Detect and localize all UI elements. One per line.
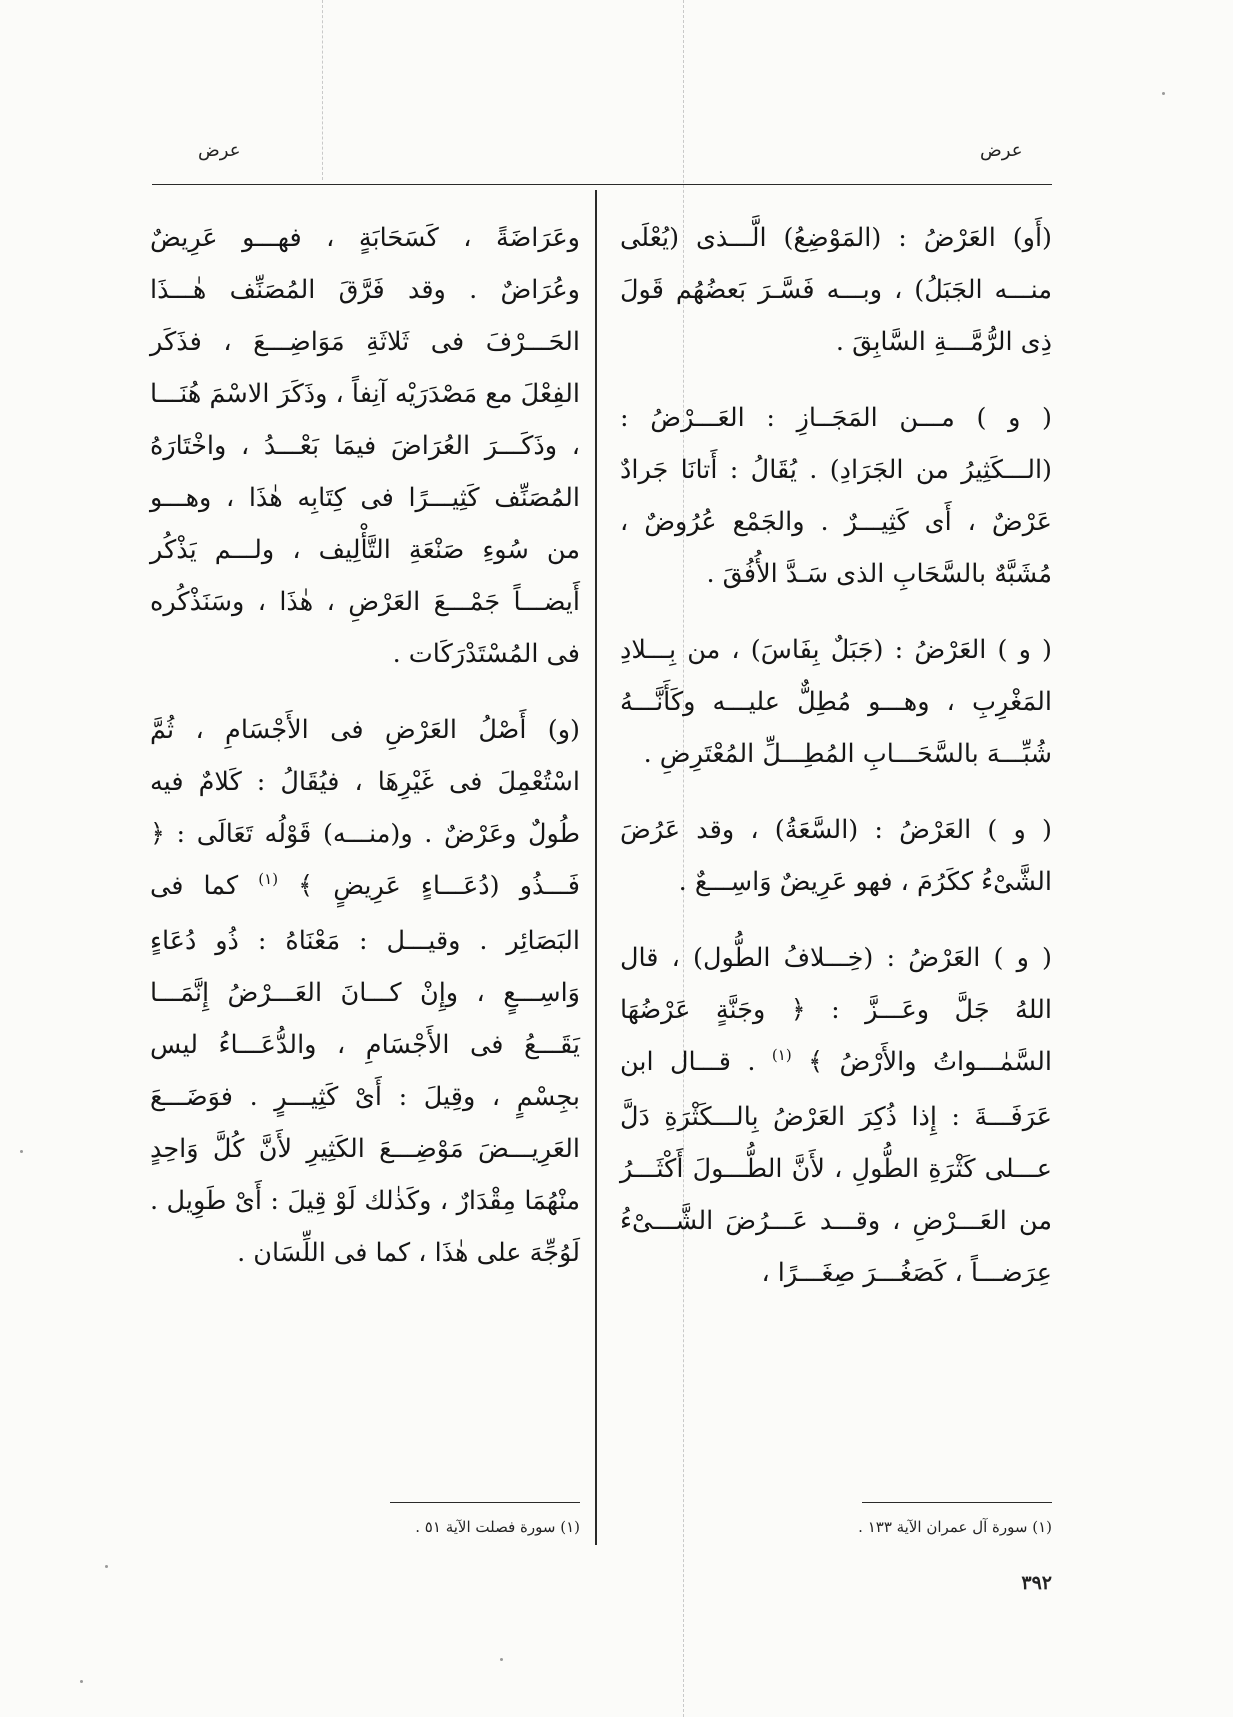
scan-speck — [80, 1680, 83, 1683]
entry-paragraph: ( و ) العَرْضُ : (جَبَلٌ بِفَاسَ) ، من بِـــلادِ المَغْرِبِ ، وهـــو مُطِلٌّ عليـــه وكَأَنَّـــهُ شُبِّـــهَ بالسَّحَـــابِ المُطِـــلِّ المُعْتَرِضِ . — [620, 635, 1052, 769]
footnote-rule — [862, 1502, 1052, 1503]
entry-paragraph-head: (و) أَصْلُ العَرْضِ فى الأَجْسَامِ ، ثُمَّ اسْتُعْمِلَ فى غَيْرِهَا ، فيُقَالُ : كَلامٌ فيه طُولٌ وعَرْضٌ . و(منـــه) قَوْلُه تَعَالَى : ﴿ فَـــذُو (دُعَـــاءٍ عَرِيضٍ ﴾ — [150, 715, 580, 901]
page-fold-line — [322, 0, 323, 180]
header-rule — [152, 184, 1052, 185]
entry-paragraph — [620, 932, 1052, 1299]
scan-speck — [500, 1658, 503, 1661]
page-number: ٣٩٢ — [1021, 1572, 1052, 1594]
entry-paragraph-tail: . قـــال ابن عَرَفَـــةَ : إِذا ذُكِرَ العَرْضُ بِالـــكَثْرَةِ دَلَّ عـــلى كَثْرَةِ الطُّولِ ، لأَنَّ الطُّـــولَ أَكْثَـــرُ من العَـــرْضِ ، وقـــد عَـــرُضَ الشَّـــىْءُ عِرَضـــاً ، كَصَغُـــرَ صِغَـــرًا ، — [620, 1047, 1052, 1288]
header-left-word: عرض — [198, 140, 241, 161]
footnote-marker: (١) — [771, 1046, 792, 1064]
quran-quote-text: ( و ) العَرْضُ : (خِـــلافُ الطُّول) ، قال اللهُ جَلَّ وعَـــزَّ : ﴿ وجَنَّةٍ عَرْضُهَا السَّمٰـــواتُ والأَرْضُ ﴾ — [620, 943, 1052, 1077]
footnote-left: (١) سورة فصلت الآية ٥١ . — [415, 1518, 580, 1536]
footnote-marker: (١) — [258, 870, 279, 888]
entry-paragraph: ( و ) مـــن المَجَــازِ : العَـــرْضُ : (الـــكَثِيرُ من الجَرَادِ) . يُقَالُ : أَتانَا جَرادٌ عَرْضٌ ، أَى كَثِيـــرٌ . والجَمْع عُرُوضٌ ، مُشَبَّهٌ بالسَّحَابِ الذى سَـدَّ الأُفُقَ . — [620, 403, 1052, 589]
scan-speck — [20, 1150, 23, 1153]
column-divider — [595, 190, 597, 1545]
scan-speck — [105, 1565, 108, 1568]
entry-paragraph: ( و ) العَرْضُ : (السَّعَةُ) ، وقد عَرُضَ الشَّىْءُ ككَرُمَ ، فهو عَرِيضٌ وَاسِـــعٌ . — [620, 815, 1052, 897]
scan-speck — [1162, 92, 1165, 95]
footnote-right: (١) سورة آل عمران الآية ١٣٣ . — [858, 1518, 1052, 1536]
entry-paragraph: وعَرَاضَةً ، كَسَحَابَةٍ ، فهـــو عَرِيضٌ وعُرَاضٌ . وقد فَرَّقَ المُصَنِّف هٰـــذَا الحَـــرْفَ فى ثَلاثَةِ مَوَاضِـــعَ ، فذَكَر الفِعْلَ مع مَصْدَرَيْه آنِفاً ، وذَكَرَ الاسْمَ هُنَـــا ، وذَكَـــرَ العُرَاضَ فيمَا بَعْـــدُ ، واخْتَارَهُ المُصَنِّف كَثِيـــرًا فى كِتَابِه هٰذَا ، وهـــو من سُوءِ صَنْعَةِ التَّأْلِيف ، ولـــم يَذْكُر أَيضـــاً جَمْـــعَ العَرْضِ ، هٰذَا ، وسَنَذْكُره فى المُسْتَدْرَكَات . — [150, 223, 580, 669]
entry-paragraph — [150, 704, 580, 1279]
left-column — [150, 212, 580, 1303]
footnote-rule — [390, 1502, 580, 1503]
entry-paragraph-tail: كما فى البَصَائِر . وقيـــل : مَعْنَاهُ : ذُو دُعَاءٍ وَاسِـــعٍ ، وإِنْ كـــانَ العَـــرْضُ إِنَّمَـــا يَقَـــعُ فى الأَجْسَامِ ، والدُّعَـــاءُ ليس بجِسْمٍ ، وقِيلَ : أَىْ كَثِيـــرٍ . فوَضَـــعَ العَرِيـــضَ مَوْضِـــعَ الكَثِيرِ لأَنَّ كُلَّ وَاحِدٍ منْهُمَا مِقْدَارٌ ، وكَذٰلك لَوْ قِيلَ : أَىْ طَوِيل . لَوُجِّهَ على هٰذَا ، كما فى اللِّسَان . — [150, 871, 580, 1268]
right-column — [620, 212, 1052, 1323]
entry-paragraph: (أَو) العَرْضُ : (المَوْضِعُ) الَّـــذى (يُعْلَى منـــه الجَبَلُ) ، وبـــه فَسَّـرَ بَعضُهُم قَولَ ذِى الرُّمَّـــةِ السَّابِقَ . — [620, 223, 1052, 357]
header-right-word: عرض — [980, 140, 1023, 161]
